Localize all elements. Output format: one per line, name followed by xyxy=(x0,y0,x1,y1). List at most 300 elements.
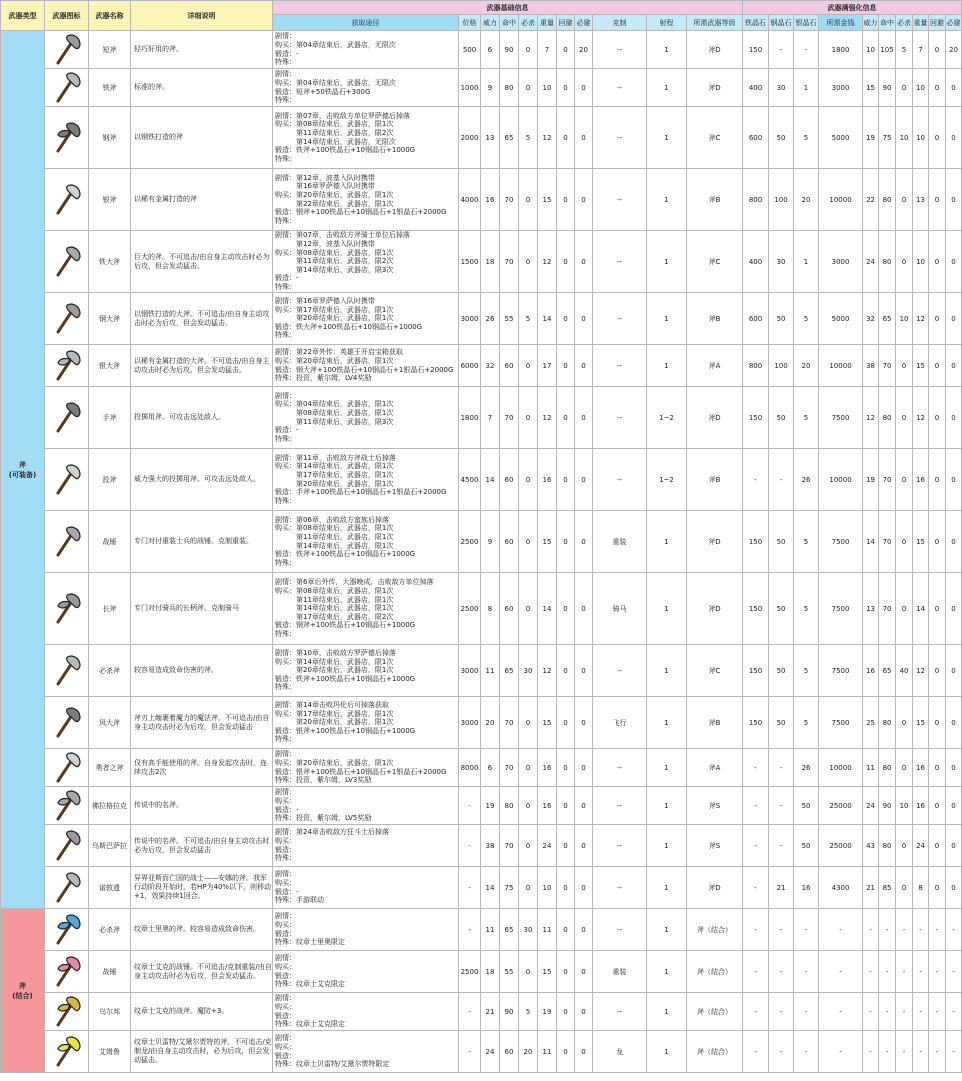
full-stat-cell: 600 xyxy=(743,293,769,345)
full-stat-cell: 0 xyxy=(896,345,913,387)
base-stat-cell: 16 xyxy=(481,169,500,231)
acquisition-cell xyxy=(273,345,459,387)
acquisition-line: 锻造：银斧+100铁晶石+10钢晶石+1000G xyxy=(275,726,416,735)
full-stat-cell: - xyxy=(743,1031,769,1073)
base-stat-cell: 20 xyxy=(481,697,500,749)
table-row xyxy=(1,511,962,573)
full-stat-cell: 0 xyxy=(946,449,962,511)
weapon-description: 以稀有金属打造的斧 xyxy=(131,169,273,231)
base-stat-cell: 20 xyxy=(575,31,593,69)
category-cell: 斧 (可装备) xyxy=(1,31,45,909)
wind-axe-icon xyxy=(45,706,88,740)
acquisition-line: 第12章，波基入队时携带 xyxy=(275,240,375,249)
weapon-name: 战锤 xyxy=(89,951,131,993)
base-stat-cell: 0 xyxy=(519,31,538,69)
acquisition-cell xyxy=(273,107,459,169)
weapon-icon-cell xyxy=(45,787,89,825)
full-stat-cell: 7500 xyxy=(819,645,863,697)
base-stat-cell: 斧（结合） xyxy=(687,1031,743,1073)
base-stat-cell: -- xyxy=(593,169,647,231)
full-stat-cell: - xyxy=(863,1031,879,1073)
full-stat-cell: 0 xyxy=(896,387,913,449)
full-stat-cell: 0 xyxy=(946,231,962,293)
full-stat-cell: 10000 xyxy=(819,449,863,511)
acquisition-line: 购买：第17章结束后，武器店，限1次 xyxy=(275,709,394,718)
full-stat-cell: 10 xyxy=(863,31,879,69)
base-stat-cell: 1 xyxy=(647,1031,687,1073)
full-stat-cell: - xyxy=(946,993,962,1031)
table-row xyxy=(1,867,962,909)
full-stat-cell: 0 xyxy=(929,231,946,293)
base-stat-cell: 60 xyxy=(500,511,519,573)
full-stat-cell: - xyxy=(896,951,913,993)
base-stat-cell: 斧S xyxy=(687,825,743,867)
full-stat-cell: 0 xyxy=(946,69,962,107)
acquisition-cell xyxy=(273,231,459,293)
full-stat-cell: 13 xyxy=(913,169,929,231)
full-stat-cell: - xyxy=(769,749,794,787)
weapon-name: 银大斧 xyxy=(89,345,131,387)
base-stat-cell: 11 xyxy=(538,909,557,951)
acquisition-line: 锻造：铁大斧+100铁晶石+10钢晶石+1000G xyxy=(275,322,423,331)
full-stat-cell: 12 xyxy=(863,387,879,449)
acquisition-line: 锻造：钢大斧+100铁晶石+10钢晶石+1银晶石+2000G xyxy=(275,365,454,374)
base-stat-cell: 0 xyxy=(557,511,575,573)
base-stat-cell: 0 xyxy=(557,645,575,697)
acquisition-line: 购买：第20章结束后，武器店，限1次 xyxy=(275,190,394,199)
full-stat-cell: 50 xyxy=(769,293,794,345)
base-stat-cell: 0 xyxy=(519,387,538,449)
full-stat-cell: 16 xyxy=(794,867,819,909)
full-stat-cell: 5 xyxy=(794,511,819,573)
base-stat-cell: 0 xyxy=(557,387,575,449)
base-stat-cell: 斧C xyxy=(687,107,743,169)
table-row xyxy=(1,345,962,387)
acquisition-line: 剧情：第24章击败敌方狂斗士后掉落 xyxy=(275,828,389,837)
base-stat-cell: -- xyxy=(593,231,647,293)
iron-axe-icon xyxy=(45,71,88,105)
full-stat-cell: 5 xyxy=(794,697,819,749)
base-stat-cell: 1500 xyxy=(459,231,481,293)
weapon-description: 纹章士艾克的战锤。不可追击/克制重装/由自身主动攻击时必为后攻，但会发动猛击。 xyxy=(131,951,273,993)
base-stat-cell: 60 xyxy=(500,449,519,511)
weapon-description: 纹章士艾克的战斧。魔防+3。 xyxy=(131,993,273,1031)
full-stat-cell: - xyxy=(863,993,879,1031)
acquisition-line: 锻造：铁斧+100铁晶石+10钢晶石+1000G xyxy=(275,146,416,155)
base-stat-cell: -- xyxy=(593,31,647,69)
full-stat-cell: 50 xyxy=(794,787,819,825)
base-stat-cell: 16 xyxy=(538,749,557,787)
short-axe-icon xyxy=(45,33,88,67)
full-stat-cell: 24 xyxy=(863,787,879,825)
full-stat-cell: - xyxy=(769,787,794,825)
acquisition-line: 锻造： xyxy=(275,929,296,938)
base-stat-cell: 55 xyxy=(500,951,519,993)
weapon-name: 勇者之斧 xyxy=(89,749,131,787)
acquisition-line: 第14章结束后，武器店，无限次 xyxy=(275,137,396,146)
table-row xyxy=(1,449,962,511)
full-stat-cell: 70 xyxy=(879,511,896,573)
full-stat-cell: 65 xyxy=(879,293,896,345)
base-stat-cell: 1~2 xyxy=(647,387,687,449)
silver-great-axe-icon xyxy=(45,349,88,383)
base-stat-cell: - xyxy=(459,1031,481,1073)
base-stat-cell: 3000 xyxy=(459,645,481,697)
base-stat-cell: 15 xyxy=(538,511,557,573)
base-stat-cell: 16 xyxy=(538,449,557,511)
acquisition-cell xyxy=(273,909,459,951)
base-stat-cell: -- xyxy=(593,345,647,387)
base-stat-cell: 1 xyxy=(647,573,687,645)
acquisition-line: 购买：第04章结束后，武器店，无限次 xyxy=(275,78,396,87)
full-stat-cell: 5000 xyxy=(819,107,863,169)
base-stat-cell: 17 xyxy=(538,345,557,387)
header-detail: 详细说明 xyxy=(131,1,273,31)
header-base-col: 所需武器等级 xyxy=(687,15,743,31)
base-stat-cell: 斧A xyxy=(687,345,743,387)
base-stat-cell: 24 xyxy=(538,825,557,867)
full-stat-cell: - xyxy=(929,993,946,1031)
base-stat-cell: 11 xyxy=(481,645,500,697)
header-base-col: 重量 xyxy=(538,15,557,31)
base-stat-cell: 0 xyxy=(557,31,575,69)
acquisition-cell xyxy=(273,387,459,449)
base-stat-cell: 0 xyxy=(519,697,538,749)
weapon-icon-cell xyxy=(45,1031,89,1073)
base-stat-cell: 14 xyxy=(538,293,557,345)
base-stat-cell: 0 xyxy=(557,825,575,867)
base-stat-cell: 斧D xyxy=(687,867,743,909)
acquisition-line: 剧情：第11章，击败敌方斧战士后掉落 xyxy=(275,453,396,462)
base-stat-cell: 0 xyxy=(575,825,593,867)
acquisition-line: 锻造：- xyxy=(275,805,299,814)
base-stat-cell: 1 xyxy=(647,69,687,107)
acquisition-line: 锻造： xyxy=(275,845,296,854)
base-stat-cell: 0 xyxy=(519,345,538,387)
base-stat-cell: 0 xyxy=(519,449,538,511)
base-stat-cell: 0 xyxy=(575,749,593,787)
full-stat-cell: 100 xyxy=(769,345,794,387)
full-stat-cell: - xyxy=(743,787,769,825)
full-stat-cell: 26 xyxy=(794,749,819,787)
base-stat-cell: 26 xyxy=(481,293,500,345)
acquisition-line: 锻造：- xyxy=(275,426,299,435)
base-stat-cell: 0 xyxy=(519,573,538,645)
acquisition-cell xyxy=(273,293,459,345)
base-stat-cell: 18 xyxy=(481,231,500,293)
full-stat-cell: 50 xyxy=(769,697,794,749)
header-full-col: 威力 xyxy=(863,15,879,31)
full-stat-cell: - xyxy=(896,909,913,951)
full-stat-cell: 90 xyxy=(879,69,896,107)
weapon-description: 斧刃上缠裹着魔力的魔法斧。不可追击/由自身主动攻击时必为后攻，但会发动猛击 xyxy=(131,697,273,749)
full-stat-cell: 0 xyxy=(946,345,962,387)
base-stat-cell: 斧D xyxy=(687,31,743,69)
header-base-col: 射程 xyxy=(647,15,687,31)
base-stat-cell: 斧B xyxy=(687,449,743,511)
full-stat-cell: - xyxy=(769,31,794,69)
full-stat-cell: - xyxy=(863,951,879,993)
full-stat-cell: - xyxy=(819,909,863,951)
category-cell: 斧 (结合) xyxy=(1,909,45,1073)
full-stat-cell: 75 xyxy=(879,107,896,169)
weapon-name: 钢斧 xyxy=(89,107,131,169)
full-stat-cell: 150 xyxy=(743,697,769,749)
full-stat-cell: 1 xyxy=(794,69,819,107)
weapon-name: 佛拉格拉克 xyxy=(89,787,131,825)
acquisition-line: 特殊： xyxy=(275,216,296,225)
weapon-description: 传说中的名斧。 xyxy=(131,787,273,825)
table-row xyxy=(1,169,962,231)
hand-axe-icon xyxy=(45,401,88,435)
header-base-col: 必杀 xyxy=(519,15,538,31)
base-stat-cell: 10 xyxy=(538,867,557,909)
full-stat-cell: 12 xyxy=(913,387,929,449)
acquisition-line: 锻造： xyxy=(275,971,296,980)
base-stat-cell: 1 xyxy=(647,787,687,825)
base-stat-cell: 0 xyxy=(519,951,538,993)
table-row xyxy=(1,1031,962,1073)
full-stat-cell: 70 xyxy=(879,573,896,645)
full-stat-cell: 20 xyxy=(794,169,819,231)
full-stat-cell: 70 xyxy=(879,449,896,511)
acquisition-line: 特殊： xyxy=(275,735,296,744)
base-stat-cell: 70 xyxy=(500,825,519,867)
weapon-icon-cell xyxy=(45,293,89,345)
acquisition-line: 第11章结束后，武器店，限1次 xyxy=(275,595,394,604)
full-stat-cell: - xyxy=(743,993,769,1031)
full-stat-cell: - xyxy=(896,993,913,1031)
base-stat-cell: 90 xyxy=(500,993,519,1031)
full-stat-cell: 0 xyxy=(929,749,946,787)
weapon-icon-cell xyxy=(45,749,89,787)
acquisition-line: 锻造：- xyxy=(275,49,299,58)
base-stat-cell: - xyxy=(459,825,481,867)
full-stat-cell: 13 xyxy=(863,573,879,645)
acquisition-line: 特殊：纹章士艾克限定 xyxy=(275,1020,345,1029)
acquisition-line: 剧情： xyxy=(275,912,296,921)
full-stat-cell: 0 xyxy=(946,787,962,825)
acquisition-line: 第17章结束后，武器店，限2次 xyxy=(275,612,394,621)
base-stat-cell: 0 xyxy=(557,867,575,909)
full-stat-cell: 10 xyxy=(896,293,913,345)
full-stat-cell: - xyxy=(879,909,896,951)
full-stat-cell: - xyxy=(929,1031,946,1073)
base-stat-cell: - xyxy=(459,909,481,951)
base-stat-cell: 7 xyxy=(538,31,557,69)
base-stat-cell: 14 xyxy=(481,867,500,909)
base-stat-cell: 1 xyxy=(647,293,687,345)
header-full-col: 钢晶石 xyxy=(769,15,794,31)
base-stat-cell: -- xyxy=(593,909,647,951)
full-stat-cell: 80 xyxy=(879,231,896,293)
full-stat-cell: 10000 xyxy=(819,169,863,231)
acquisition-line: 第14章结束后，武器店，限1次 xyxy=(275,541,394,550)
base-stat-cell: 9 xyxy=(481,511,500,573)
acquisition-line: 第20章结束后，武器店，限1次 xyxy=(275,666,394,675)
base-stat-cell: 0 xyxy=(557,293,575,345)
weapon-icon-cell xyxy=(45,69,89,107)
base-stat-cell: 6 xyxy=(481,749,500,787)
full-stat-cell: 0 xyxy=(929,825,946,867)
full-stat-cell: 0 xyxy=(896,749,913,787)
full-stat-cell: 25000 xyxy=(819,825,863,867)
weapon-name: 长斧 xyxy=(89,573,131,645)
base-stat-cell: 1 xyxy=(647,511,687,573)
weapon-description: 巨大的斧。不可追击/由自身主动攻击时必为后攻，但会发动猛击。 xyxy=(131,231,273,293)
full-stat-cell: 10 xyxy=(896,107,913,169)
full-stat-cell: 32 xyxy=(863,293,879,345)
full-stat-cell: - xyxy=(913,1031,929,1073)
base-stat-cell: 0 xyxy=(557,951,575,993)
full-stat-cell: - xyxy=(929,909,946,951)
base-stat-cell: 0 xyxy=(519,787,538,825)
base-stat-cell: 12 xyxy=(538,231,557,293)
full-stat-cell: 10 xyxy=(913,231,929,293)
weapon-name: 钢大斧 xyxy=(89,293,131,345)
acquisition-cell xyxy=(273,169,459,231)
header-full-group: 武器满强化信息 xyxy=(743,1,962,15)
table-row xyxy=(1,909,962,951)
acquisition-line: 特殊：纹章士里奥限定 xyxy=(275,938,345,947)
acquisition-line: 剧情： xyxy=(275,750,296,759)
base-stat-cell: 15 xyxy=(538,951,557,993)
base-stat-cell: 0 xyxy=(519,169,538,231)
urvan-axe-icon xyxy=(45,829,88,863)
base-stat-cell: 0 xyxy=(575,951,593,993)
acquisition-line: 剧情： xyxy=(275,954,296,963)
base-stat-cell: 斧S xyxy=(687,787,743,825)
header-full-col: 所需金钱 xyxy=(819,15,863,31)
base-stat-cell: 斧（结合） xyxy=(687,951,743,993)
engage-hammer-icon xyxy=(45,955,88,989)
acquisition-line: 购买：第08章结束后，武器店，限1次 xyxy=(275,587,394,596)
header-base-col: 命中 xyxy=(500,15,519,31)
weapon-description: 威力强大的投掷用斧。可攻击远处敌人。 xyxy=(131,449,273,511)
weapon-name: 银斧 xyxy=(89,169,131,231)
acquisition-cell xyxy=(273,511,459,573)
full-stat-cell: 5 xyxy=(794,573,819,645)
full-stat-cell: 12 xyxy=(913,645,929,697)
full-stat-cell: 85 xyxy=(879,867,896,909)
weapon-icon-cell xyxy=(45,867,89,909)
full-stat-cell: 43 xyxy=(863,825,879,867)
hammer-icon xyxy=(45,525,88,559)
weapon-icon-cell xyxy=(45,697,89,749)
acquisition-line: 锻造：- xyxy=(275,274,299,283)
full-stat-cell: 0 xyxy=(929,31,946,69)
header-full-col: 重量 xyxy=(913,15,929,31)
base-stat-cell: 75 xyxy=(500,867,519,909)
full-stat-cell: 80 xyxy=(879,825,896,867)
full-stat-cell: 150 xyxy=(743,31,769,69)
base-stat-cell: 19 xyxy=(481,787,500,825)
full-stat-cell: - xyxy=(879,1031,896,1073)
full-stat-cell: 10000 xyxy=(819,345,863,387)
base-stat-cell: 0 xyxy=(575,697,593,749)
base-stat-cell: 20 xyxy=(519,1031,538,1073)
base-stat-cell: 0 xyxy=(557,909,575,951)
acquisition-line: 购买： xyxy=(275,1042,296,1051)
base-stat-cell: 重装 xyxy=(593,951,647,993)
base-stat-cell: 30 xyxy=(519,909,538,951)
weapon-description: 专门对付重装士兵的战锤。克制重装。 xyxy=(131,511,273,573)
base-stat-cell: 15 xyxy=(538,697,557,749)
base-stat-cell: 龙 xyxy=(593,1031,647,1073)
header-icon: 武器图标 xyxy=(45,1,89,31)
base-stat-cell: 斧D xyxy=(687,69,743,107)
weapon-description: 以稀有金属打造的大斧。不可追击/由自身主动攻击时必为后攻，但会发动猛击。 xyxy=(131,345,273,387)
table-row xyxy=(1,231,962,293)
base-stat-cell: 1000 xyxy=(459,69,481,107)
legend-axe-icon xyxy=(45,789,88,823)
base-stat-cell: 0 xyxy=(557,697,575,749)
base-stat-cell: 1 xyxy=(647,231,687,293)
full-stat-cell: 20 xyxy=(946,31,962,69)
weapon-icon-cell xyxy=(45,169,89,231)
full-stat-cell: 14 xyxy=(863,511,879,573)
base-stat-cell: 7 xyxy=(481,387,500,449)
table-row xyxy=(1,645,962,697)
base-stat-cell: 2000 xyxy=(459,107,481,169)
base-stat-cell: 0 xyxy=(557,169,575,231)
base-stat-cell: 0 xyxy=(557,1031,575,1073)
acquisition-line: 第20章结束后，武器店，限1次 xyxy=(275,314,394,323)
full-stat-cell: 5 xyxy=(794,387,819,449)
acquisition-line: 特殊： xyxy=(275,558,296,567)
base-stat-cell: 8 xyxy=(481,573,500,645)
weapon-name: 铁斧 xyxy=(89,69,131,107)
header-full-col: 必杀 xyxy=(896,15,913,31)
base-stat-cell: 80 xyxy=(500,69,519,107)
full-stat-cell: 50 xyxy=(769,107,794,169)
urvan-engage-axe-icon xyxy=(45,995,88,1029)
acquisition-line: 第08章结束后，武器店，限1次 xyxy=(275,408,394,417)
weapon-icon-cell xyxy=(45,993,89,1031)
weapon-icon-cell xyxy=(45,449,89,511)
base-stat-cell: 32 xyxy=(481,345,500,387)
full-stat-cell: 30 xyxy=(769,231,794,293)
full-stat-cell: 5 xyxy=(896,31,913,69)
base-stat-cell: 5 xyxy=(519,993,538,1031)
full-stat-cell: 21 xyxy=(863,867,879,909)
full-stat-cell: 70 xyxy=(879,345,896,387)
hero-axe-icon xyxy=(45,751,88,785)
full-stat-cell: 0 xyxy=(946,867,962,909)
base-stat-cell: 0 xyxy=(557,69,575,107)
table-row xyxy=(1,573,962,645)
acquisition-line: 锻造：钢斧+100铁晶石+10钢晶石+1000G xyxy=(275,621,416,630)
base-stat-cell: 0 xyxy=(557,107,575,169)
weapon-name: 短斧 xyxy=(89,31,131,69)
acquisition-line: 剧情： xyxy=(275,391,296,400)
full-stat-cell: 40 xyxy=(896,645,913,697)
base-stat-cell: 1 xyxy=(647,645,687,697)
base-stat-cell: -- xyxy=(593,69,647,107)
acquisition-line: 购买：第14章结束后，武器店，限1次 xyxy=(275,657,394,666)
base-stat-cell: 斧D xyxy=(687,387,743,449)
acquisition-cell xyxy=(273,993,459,1031)
weapon-description: 纹章士里奥的斧。较容易造成致命伤害。 xyxy=(131,909,273,951)
weapon-name: 风大斧 xyxy=(89,697,131,749)
base-stat-cell: 斧B xyxy=(687,697,743,749)
acquisition-line: 第22章结束后，武器店，限1次 xyxy=(275,199,394,208)
base-stat-cell: 90 xyxy=(500,31,519,69)
full-stat-cell: - xyxy=(743,825,769,867)
full-stat-cell: 26 xyxy=(794,449,819,511)
weapon-name: 必杀斧 xyxy=(89,909,131,951)
silver-axe-icon xyxy=(45,183,88,217)
